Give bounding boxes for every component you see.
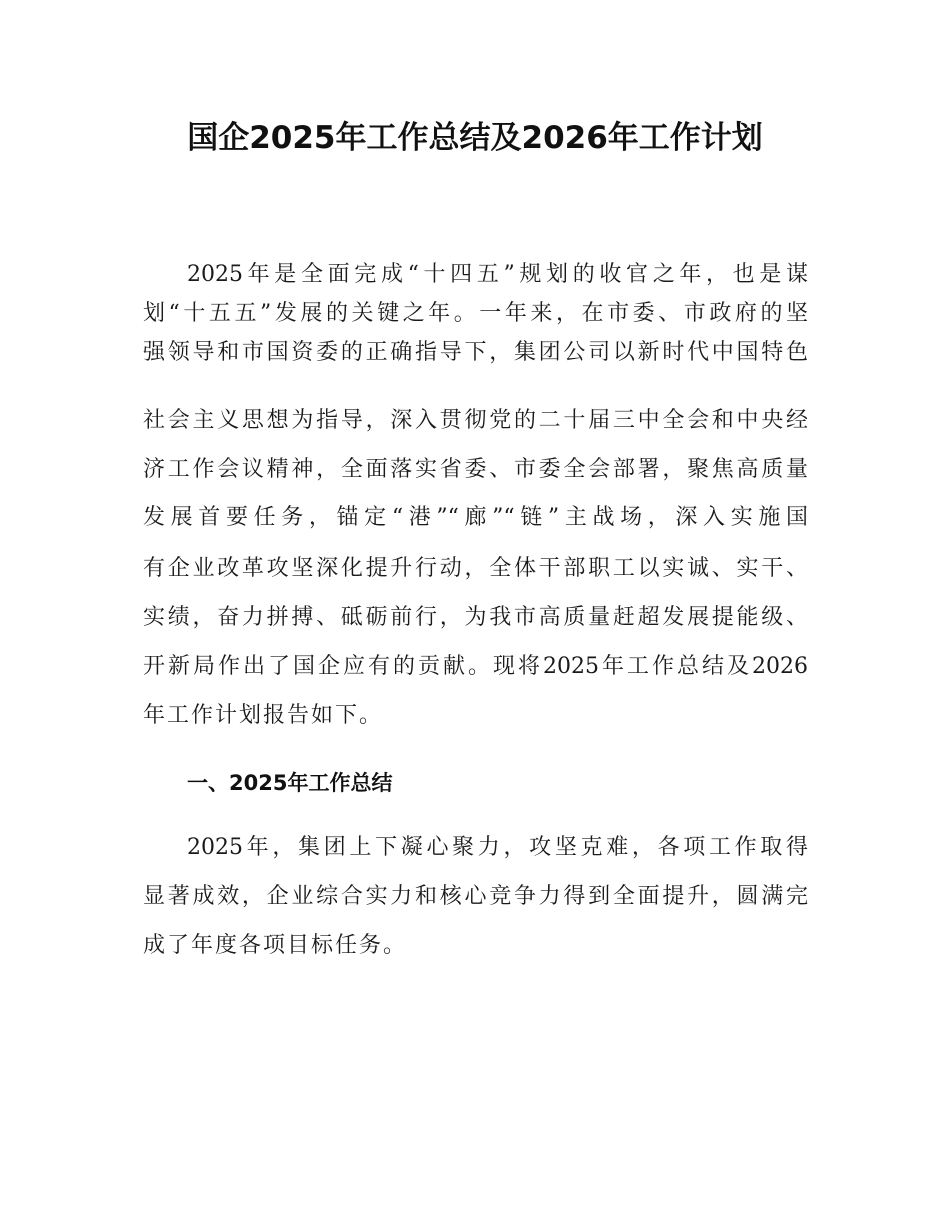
paragraph-line: 划“十五五”发展的关键之年。一年来，在市委、市政府的坚 (143, 301, 808, 326)
document-title: 国企2025年工作总结及2026年工作计划 (187, 120, 763, 156)
paragraph-line: 强领导和市国资委的正确指导下，集团公司以新时代中国特色 (143, 340, 808, 365)
paragraph-line: 年工作计划报告如下。 (143, 703, 384, 728)
paragraph-line: 发展首要任务，锚定“港”“廊”“链”主战场，深入实施国 (143, 505, 808, 530)
paragraph-line: 成了年度各项目标任务。 (143, 933, 408, 958)
paragraph-line: 有企业改革攻坚深化提升行动，全体干部职工以实诚、实干、 (143, 556, 808, 581)
paragraph-line: 开新局作出了国企应有的贡献。现将2025年工作总结及2026 (143, 654, 808, 679)
section-heading: 一、2025年工作总结 (187, 771, 393, 795)
paragraph-line: 济工作会议精神，全面落实省委、市委全会部署，聚焦高质量 (143, 457, 808, 482)
paragraph-line: 2025年，集团上下凝心聚力，攻坚克难，各项工作取得 (187, 835, 808, 860)
paragraph-line: 2025年是全面完成“十四五”规划的收官之年，也是谋 (187, 262, 808, 287)
paragraph-line: 显著成效，企业综合实力和核心竞争力得到全面提升，圆满完 (143, 884, 808, 909)
paragraph-line: 社会主义思想为指导，深入贯彻党的二十届三中全会和中央经 (143, 408, 808, 433)
paragraph-line: 实绩，奋力拼搏、砥砺前行，为我市高质量赶超发展提能级、 (143, 605, 808, 630)
